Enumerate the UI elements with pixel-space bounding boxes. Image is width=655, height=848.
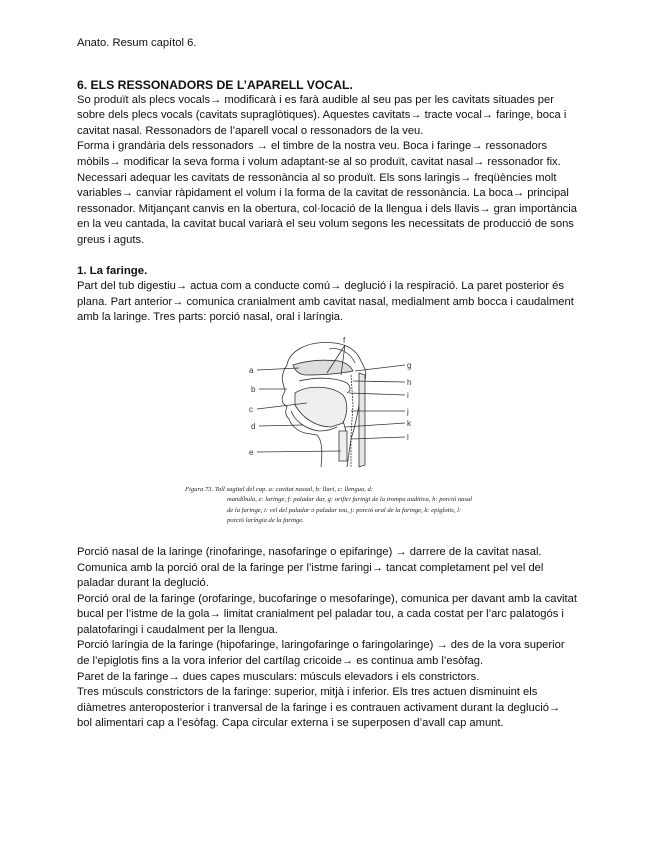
tongue-shape <box>295 387 347 427</box>
figure-label-e: e <box>249 447 254 457</box>
figure-label-b: b <box>251 384 256 394</box>
body-paragraph-3: Porció laríngia de la faringe (hipofaringe, laringofaringe o faringolaringe) → des de la vora superior de l’epiglotis fins a la vora inferior del cartílag cricoide→ es continua amb l’esòfag. <box>77 639 565 668</box>
figure-label-a: a <box>249 365 254 375</box>
figure-caption <box>185 485 475 527</box>
figure-caption-first-line: Figura 73. Tall sagital del cap. a: cavitat nassal, b: llavi, c: llengua, d: <box>185 485 374 493</box>
figure-label-l: l <box>407 432 409 442</box>
spine-column <box>359 373 365 467</box>
body-paragraph-1: Porció nasal de la laringe (rinofaringe, nasofaringe o epifaringe) → darrere de la cavitat nasal. Comunica amb la porció oral de la faringe per l’istme faringi→ tancat completament pel vel del paladar durant la deglució. <box>77 545 544 590</box>
page-header: Anato. Resum capítol 6. <box>77 37 197 49</box>
document-page <box>77 36 577 732</box>
figure-label-c: c <box>249 404 253 414</box>
nasal-cavity-shape <box>293 360 353 375</box>
subsection-title: 1. La faringe. <box>77 264 148 277</box>
body-paragraph-5: Tres músculs constrictors de la faringe: superior, mitjà i inferior. Els tres actuen disminuint els diàmetres anteroposterior i tranversal de la faringe i es contrauen activament durant la deglució→ bol alimentari cap a l’esòfag. Capa circular externa i se superposen d’avall cap amunt. <box>77 686 561 730</box>
intro-paragraph-2: Forma i grandària dels ressonadors → el timbre de la nostra veu. Boca i faringe→ ressonadors mòbils→ modificar la seva forma i volum adaptant-se al so produït, cavitat nasal→ ressonador fix. <box>77 140 561 168</box>
figure-label-i: i <box>407 390 409 400</box>
intro-paragraph-3: Necessari adequar les cavitats de ressonància al so produït. Els sons laringis→ freqüències molt variables→ canviar ràpidament el volum i la forma de la cavitat de ressonància. La boca→ principal ressonador. Mitjançant canvis en la obertura, col·locació de la llengua i dels llavis→ gran importància en la veu cantada, la cavitat bucal variarà el seu volum segons les necessitats de producció de sons greus i aguts. <box>77 171 577 246</box>
pharynx-wall <box>351 375 353 467</box>
larynx-shape <box>339 431 347 461</box>
figure-caption-rest: mandíbula, e: laringe, f: paladar dur, g: orifici faringi de la trompa auditiva, h: porció nasal de la faringe, i: vel del paladar o paladar tou, j: porció oral de la faringe, k: epiglotis, l: porció laríngia de la faringe. <box>227 496 473 525</box>
figure-label-h: h <box>407 377 412 387</box>
figure-label-d: d <box>251 421 256 431</box>
figure-label-k: k <box>407 418 411 428</box>
figure-label-f: f <box>343 335 346 345</box>
subsection-paragraph: Part del tub digestiu→ actua com a conducte comú→ deglució i la respiració. La paret posterior és plana. Part anterior→ comunica cranialment amb cavitat nasal, medialment amb bocca i caudalment amb la laringe. Tres parts: porció nasal, oral i laríngia. <box>77 280 574 324</box>
body-paragraph-2: Porció oral de la faringe (orofaringe, bucofaringe o mesofaringe), comunica per davant amb la cavitat bucal per l’istme de la gola→ limitat cranialment pel paladar tou, a cada costat per l’arc palatogós i palatofaringi i caudalment per la llengua. <box>77 592 577 636</box>
sagittal-section-illustration <box>247 335 427 475</box>
figure-label-j: j <box>407 406 409 416</box>
figure-label-g: g <box>407 360 412 370</box>
sagittal-head-figure <box>77 329 577 545</box>
section-title: 6. ELS RESSONADORS DE L’APARELL VOCAL. <box>77 77 353 92</box>
body-paragraph-4: Paret de la faringe→ dues capes musculars: músculs elevadors i els constrictors. <box>77 670 480 683</box>
intro-paragraph-1: So produït als plecs vocals→ modificarà i es farà audible al seu pas per les cavitats situades per sobre dels plecs vocals (cavitats supraglòtiques). Aquestes cavitats→ tracte vocal→ faringe, boca i cavitat nasal. Ressonadors de l’aparell vocal o ressonadors de la veu. <box>77 93 567 137</box>
